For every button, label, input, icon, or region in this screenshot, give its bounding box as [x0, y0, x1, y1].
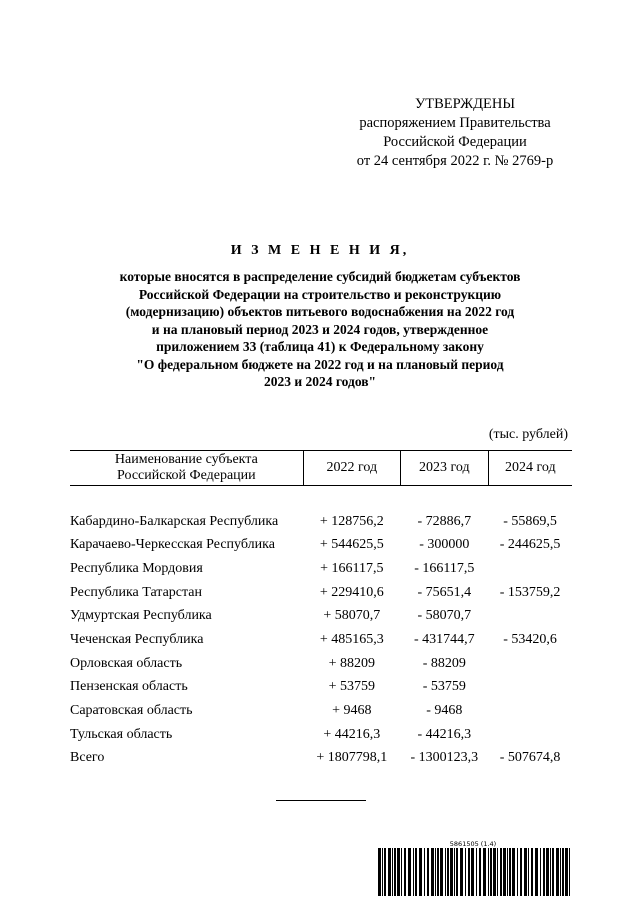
cell-2022: + 53759 — [328, 679, 376, 695]
cell-2024 — [488, 652, 572, 676]
barcode-block — [378, 840, 570, 896]
header-region-line-2: Российской Федерации — [117, 468, 256, 483]
header-2023: 2023 год — [400, 451, 488, 486]
table-total-row — [70, 747, 572, 771]
header-2024: 2024 год — [488, 451, 572, 486]
barcode-icon — [378, 848, 570, 896]
subheading-line: приложением 33 (таблица 41) к Федеральному закону — [156, 339, 484, 354]
barcode-bar — [465, 848, 466, 896]
document-heading: И З М Е Н Е Н И Я, — [230, 243, 410, 258]
barcode-bar — [413, 848, 414, 896]
barcode-bar — [415, 848, 417, 896]
barcode-bar — [493, 848, 496, 896]
cell-region: Пензенская область — [70, 679, 188, 695]
subheading-line: которые вносятся в распределение субсидий бюджетам субъектов — [119, 269, 521, 284]
cell-region: Карачаево-Черкесская Республика — [70, 537, 275, 553]
barcode-bar — [378, 848, 381, 896]
barcode-bar — [488, 848, 489, 896]
barcode-bar — [476, 848, 477, 896]
barcode-bar — [528, 848, 529, 896]
approval-block — [330, 95, 580, 171]
cell-region: Республика Мордовия — [70, 560, 203, 576]
barcode-bar — [552, 848, 554, 896]
barcode-bar — [471, 848, 474, 896]
cell-2023: - 88209 — [422, 655, 466, 671]
barcode-bar — [509, 848, 511, 896]
cell-2023: - 166117,5 — [414, 560, 475, 576]
barcode-bar — [450, 848, 453, 896]
document-subheading — [70, 268, 570, 391]
cell-2022: + 229410,6 — [319, 584, 384, 600]
cell-2022: + 544625,5 — [319, 537, 384, 553]
barcode-code: 5861505 (1.4) — [449, 840, 497, 848]
subheading-line: (модернизацию) объектов питьевого водоснабжения на 2022 год — [125, 304, 515, 319]
table-spacer — [70, 486, 572, 510]
cell-2024 — [488, 604, 572, 628]
table-row — [70, 628, 572, 652]
barcode-bar — [535, 848, 538, 896]
barcode-bar — [507, 848, 508, 896]
cell-2022: + 58070,7 — [323, 608, 381, 624]
barcode-bar — [479, 848, 481, 896]
barcode-bar — [427, 848, 429, 896]
cell-region: Всего — [70, 750, 105, 766]
table-header-row — [70, 451, 572, 486]
barcode-bar — [550, 848, 551, 896]
cell-2022: + 1807798,1 — [316, 750, 388, 766]
barcode-bar — [424, 848, 425, 896]
barcode-bar — [447, 848, 449, 896]
barcode-bar — [419, 848, 422, 896]
barcode-bar — [569, 848, 570, 896]
cell-2023: - 44216,3 — [417, 726, 472, 742]
barcode-bar — [394, 848, 396, 896]
barcode-bar — [382, 848, 383, 896]
barcode-bar — [524, 848, 527, 896]
cell-2023: - 72886,7 — [417, 513, 472, 529]
cell-2023: - 431744,7 — [413, 631, 475, 647]
cell-2022: + 485165,3 — [319, 631, 384, 647]
barcode-bar — [384, 848, 386, 896]
cell-2023: - 300000 — [419, 537, 470, 553]
barcode-bar — [397, 848, 400, 896]
cell-region: Республика Татарстан — [70, 584, 203, 600]
cell-2024 — [488, 676, 572, 700]
barcode-bar — [517, 848, 518, 896]
barcode-bar — [520, 848, 522, 896]
barcode-bar — [435, 848, 436, 896]
barcode-bar — [512, 848, 515, 896]
units-label: (тыс. рублей) — [488, 427, 568, 442]
barcode-bar — [497, 848, 498, 896]
header-2022: 2022 год — [303, 451, 400, 486]
cell-region: Удмуртская Республика — [70, 608, 212, 624]
table-row — [70, 723, 572, 747]
approval-line-3: от 24 сентября 2022 г. № 2769-р — [356, 153, 554, 169]
barcode-bar — [468, 848, 470, 896]
cell-2023: - 58070,7 — [417, 608, 472, 624]
approval-line-2: Российской Федерации — [383, 134, 527, 150]
table-row — [70, 652, 572, 676]
table-row — [70, 604, 572, 628]
barcode-bar — [456, 848, 458, 896]
cell-2022: + 128756,2 — [319, 513, 384, 529]
closing-rule — [276, 800, 366, 801]
barcode-bar — [500, 848, 502, 896]
table-row — [70, 510, 572, 534]
barcode-bar — [445, 848, 446, 896]
approval-line-1: распоряжением Правительства — [359, 115, 551, 131]
subheading-line: Российской Федерации на строительство и реконструкцию — [138, 286, 502, 302]
table-row — [70, 699, 572, 723]
header-region-line-1: Наименование субъекта — [114, 452, 258, 467]
cell-2024 — [488, 557, 572, 581]
barcode-bar — [454, 848, 455, 896]
cell-2022: + 88209 — [328, 655, 376, 671]
cell-2024 — [488, 699, 572, 723]
barcode-bar — [408, 848, 411, 896]
barcode-bar — [388, 848, 391, 896]
cell-2024: - 507674,8 — [499, 750, 561, 766]
cell-2024: - 153759,2 — [499, 584, 561, 600]
table-row — [70, 676, 572, 700]
cell-2024 — [488, 723, 572, 747]
barcode-bar — [565, 848, 568, 896]
cell-2024: - 55869,5 — [503, 513, 557, 529]
cell-2023: - 75651,4 — [417, 584, 472, 600]
barcode-bar — [404, 848, 406, 896]
barcode-bar — [560, 848, 561, 896]
barcode-bar — [440, 848, 443, 896]
subsidy-table — [70, 450, 572, 770]
barcode-bar — [392, 848, 393, 896]
cell-region: Тульская область — [70, 726, 173, 742]
cell-2024: - 53420,6 — [503, 631, 557, 647]
header-region — [70, 451, 303, 486]
barcode-bar — [483, 848, 486, 896]
subheading-line: и на плановый период 2023 и 2024 годов, утвержденное — [151, 321, 489, 337]
table-row — [70, 581, 572, 605]
barcode-bar — [431, 848, 434, 896]
cell-2023: - 53759 — [422, 679, 466, 695]
table-row — [70, 533, 572, 557]
barcode-bar — [401, 848, 402, 896]
cell-region: Орловская область — [70, 655, 183, 671]
cell-region: Чеченская Республика — [70, 631, 204, 647]
subheading-line: 2023 и 2024 годов" — [263, 374, 377, 389]
barcode-bar — [503, 848, 506, 896]
cell-region: Кабардино-Балкарская Республика — [70, 513, 279, 529]
table-row — [70, 557, 572, 581]
cell-2022: + 9468 — [332, 703, 372, 719]
barcode-bar — [460, 848, 463, 896]
approval-title: УТВЕРЖДЕНЫ — [414, 96, 516, 112]
cell-2022: + 166117,5 — [320, 560, 384, 576]
cell-2024: - 244625,5 — [499, 537, 561, 553]
barcode-bar — [437, 848, 439, 896]
subheading-line: "О федеральном бюджете на 2022 год и на плановый период — [136, 356, 504, 372]
cell-region: Саратовская область — [70, 703, 193, 719]
barcode-bar — [490, 848, 492, 896]
barcode-bar — [556, 848, 559, 896]
cell-2023: - 9468 — [426, 703, 463, 719]
cell-2023: - 1300123,3 — [410, 750, 479, 766]
cell-2022: + 44216,3 — [323, 726, 381, 742]
barcode-bar — [546, 848, 549, 896]
barcode-bar — [562, 848, 564, 896]
barcode-bar — [543, 848, 545, 896]
barcode-bar — [540, 848, 541, 896]
barcode-bar — [531, 848, 533, 896]
